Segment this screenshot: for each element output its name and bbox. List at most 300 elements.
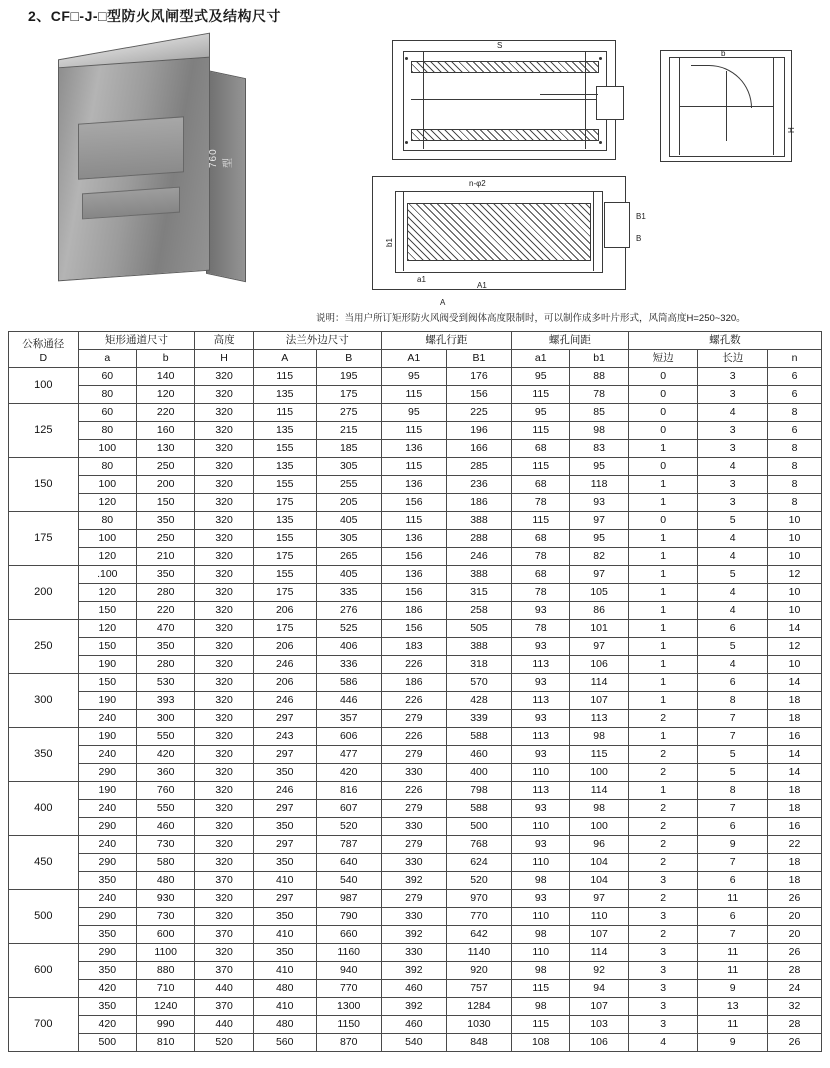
cell-a: 290 bbox=[78, 818, 136, 836]
cell-H: 320 bbox=[195, 764, 253, 782]
cell-B: 660 bbox=[316, 926, 381, 944]
cell-B: 940 bbox=[316, 962, 381, 980]
cell-long-side: 3 bbox=[698, 386, 768, 404]
cell-A1: 95 bbox=[381, 368, 446, 386]
cell-A1: 279 bbox=[381, 746, 446, 764]
cell-b1: 114 bbox=[570, 944, 628, 962]
cell-b1: 104 bbox=[570, 872, 628, 890]
cell-short-side: 1 bbox=[628, 494, 698, 512]
cell-short-side: 1 bbox=[628, 674, 698, 692]
cell-B: 606 bbox=[316, 728, 381, 746]
cell-A1: 115 bbox=[381, 458, 446, 476]
cell-b: 990 bbox=[137, 1016, 195, 1034]
cell-A: 410 bbox=[253, 998, 316, 1016]
cell-long-side: 5 bbox=[698, 566, 768, 584]
cell-nominal-diameter: 450 bbox=[9, 836, 79, 890]
cell-A1: 392 bbox=[381, 926, 446, 944]
cell-a: 420 bbox=[78, 980, 136, 998]
cell-H: 320 bbox=[195, 422, 253, 440]
cell-B: 816 bbox=[316, 782, 381, 800]
cell-a1: 68 bbox=[512, 530, 570, 548]
cell-b1: 86 bbox=[570, 602, 628, 620]
cell-a: 190 bbox=[78, 728, 136, 746]
cell-B: 420 bbox=[316, 764, 381, 782]
cell-A1: 279 bbox=[381, 836, 446, 854]
photo-label: 760型 bbox=[208, 148, 234, 168]
cell-a1: 110 bbox=[512, 944, 570, 962]
cell-b: 200 bbox=[137, 476, 195, 494]
cell-short-side: 1 bbox=[628, 638, 698, 656]
cell-A1: 136 bbox=[381, 566, 446, 584]
cell-n: 6 bbox=[768, 386, 822, 404]
cell-H: 320 bbox=[195, 674, 253, 692]
drawing-plan-flange-right bbox=[593, 191, 594, 271]
cell-A: 206 bbox=[253, 602, 316, 620]
cell-long-side: 4 bbox=[698, 602, 768, 620]
cell-b1: 107 bbox=[570, 926, 628, 944]
cell-H: 320 bbox=[195, 746, 253, 764]
cell-nominal-diameter: 700 bbox=[9, 998, 79, 1052]
cell-short-side: 0 bbox=[628, 512, 698, 530]
cell-short-side: 2 bbox=[628, 710, 698, 728]
cell-a1: 78 bbox=[512, 584, 570, 602]
cell-b1: 104 bbox=[570, 854, 628, 872]
cell-b: 1100 bbox=[137, 944, 195, 962]
cell-A1: 115 bbox=[381, 512, 446, 530]
cell-b1: 95 bbox=[570, 458, 628, 476]
cell-a1: 98 bbox=[512, 998, 570, 1016]
cell-short-side: 1 bbox=[628, 548, 698, 566]
cell-a: 120 bbox=[78, 620, 136, 638]
cell-short-side: 1 bbox=[628, 656, 698, 674]
cell-a: 80 bbox=[78, 458, 136, 476]
cell-b1: 107 bbox=[570, 998, 628, 1016]
cell-A: 246 bbox=[253, 656, 316, 674]
cell-b1: 96 bbox=[570, 836, 628, 854]
drawing-plan-flange-left bbox=[403, 191, 404, 271]
cell-B1: 315 bbox=[446, 584, 511, 602]
cell-A: 297 bbox=[253, 836, 316, 854]
table-row bbox=[9, 656, 822, 674]
cell-B: 770 bbox=[316, 980, 381, 998]
cell-H: 320 bbox=[195, 692, 253, 710]
cell-long-side: 6 bbox=[698, 818, 768, 836]
table-row bbox=[9, 620, 822, 638]
cell-H: 320 bbox=[195, 584, 253, 602]
drawing-plan-view bbox=[372, 176, 626, 290]
cell-a: 240 bbox=[78, 710, 136, 728]
cell-A1: 156 bbox=[381, 584, 446, 602]
cell-n: 12 bbox=[768, 566, 822, 584]
cell-H: 370 bbox=[195, 872, 253, 890]
cell-B: 405 bbox=[316, 512, 381, 530]
cell-H: 320 bbox=[195, 386, 253, 404]
cell-B1: 460 bbox=[446, 746, 511, 764]
cell-b: 460 bbox=[137, 818, 195, 836]
cell-n: 26 bbox=[768, 944, 822, 962]
cell-B: 205 bbox=[316, 494, 381, 512]
cell-B: 406 bbox=[316, 638, 381, 656]
cell-short-side: 0 bbox=[628, 386, 698, 404]
cell-A1: 136 bbox=[381, 530, 446, 548]
drawing-blade-top bbox=[411, 61, 599, 73]
cell-H: 320 bbox=[195, 404, 253, 422]
cell-nominal-diameter: 100 bbox=[9, 368, 79, 404]
table-row bbox=[9, 440, 822, 458]
cell-A1: 226 bbox=[381, 656, 446, 674]
header-rect-channel: 矩形通道尺寸 bbox=[78, 332, 195, 350]
cell-a: 190 bbox=[78, 692, 136, 710]
cell-H: 320 bbox=[195, 530, 253, 548]
cell-H: 320 bbox=[195, 944, 253, 962]
cell-a1: 113 bbox=[512, 782, 570, 800]
cell-B: 446 bbox=[316, 692, 381, 710]
subheader-b: b bbox=[137, 350, 195, 368]
cell-short-side: 1 bbox=[628, 566, 698, 584]
dim-label-nphi2: n-φ2 bbox=[469, 179, 486, 188]
cell-b: 393 bbox=[137, 692, 195, 710]
cell-B: 477 bbox=[316, 746, 381, 764]
cell-a: 120 bbox=[78, 584, 136, 602]
cell-b: 420 bbox=[137, 746, 195, 764]
cell-A1: 392 bbox=[381, 998, 446, 1016]
table-row bbox=[9, 386, 822, 404]
cell-a1: 110 bbox=[512, 908, 570, 926]
cell-H: 320 bbox=[195, 476, 253, 494]
drawing-plan-blade bbox=[407, 203, 591, 261]
cell-A: 206 bbox=[253, 638, 316, 656]
drawing-front-elevation bbox=[392, 40, 616, 160]
cell-H: 520 bbox=[195, 1034, 253, 1052]
cell-H: 320 bbox=[195, 890, 253, 908]
cell-b1: 93 bbox=[570, 494, 628, 512]
cell-long-side: 7 bbox=[698, 800, 768, 818]
cell-a: 100 bbox=[78, 530, 136, 548]
table-row bbox=[9, 674, 822, 692]
cell-b1: 113 bbox=[570, 710, 628, 728]
dim-label-A1: A1 bbox=[477, 281, 487, 290]
table-sub-header-row bbox=[9, 350, 822, 368]
cell-A1: 392 bbox=[381, 962, 446, 980]
cell-a: .100 bbox=[78, 566, 136, 584]
cell-long-side: 6 bbox=[698, 908, 768, 926]
cell-b1: 98 bbox=[570, 728, 628, 746]
cell-a1: 78 bbox=[512, 620, 570, 638]
cell-a1: 93 bbox=[512, 746, 570, 764]
cell-H: 320 bbox=[195, 512, 253, 530]
cell-a1: 95 bbox=[512, 404, 570, 422]
cell-B1: 339 bbox=[446, 710, 511, 728]
cell-a1: 68 bbox=[512, 566, 570, 584]
cell-short-side: 2 bbox=[628, 890, 698, 908]
cell-n: 8 bbox=[768, 440, 822, 458]
cell-A1: 330 bbox=[381, 908, 446, 926]
cell-a1: 98 bbox=[512, 926, 570, 944]
cell-short-side: 0 bbox=[628, 404, 698, 422]
cell-short-side: 2 bbox=[628, 800, 698, 818]
cell-B1: 757 bbox=[446, 980, 511, 998]
cell-b1: 106 bbox=[570, 1034, 628, 1052]
cell-long-side: 3 bbox=[698, 422, 768, 440]
cell-short-side: 2 bbox=[628, 818, 698, 836]
cell-n: 22 bbox=[768, 836, 822, 854]
cell-short-side: 0 bbox=[628, 422, 698, 440]
cell-a1: 113 bbox=[512, 728, 570, 746]
cell-n: 14 bbox=[768, 746, 822, 764]
header-height: 高度 bbox=[195, 332, 253, 350]
cell-n: 20 bbox=[768, 908, 822, 926]
cell-B1: 388 bbox=[446, 512, 511, 530]
table-body bbox=[9, 368, 822, 1052]
cell-a: 120 bbox=[78, 494, 136, 512]
cell-short-side: 4 bbox=[628, 1034, 698, 1052]
cell-b1: 95 bbox=[570, 530, 628, 548]
cell-b: 710 bbox=[137, 980, 195, 998]
cell-long-side: 7 bbox=[698, 926, 768, 944]
table-row bbox=[9, 854, 822, 872]
cell-b: 730 bbox=[137, 908, 195, 926]
cell-B1: 920 bbox=[446, 962, 511, 980]
table-row bbox=[9, 728, 822, 746]
cell-b1: 101 bbox=[570, 620, 628, 638]
cell-B: 276 bbox=[316, 602, 381, 620]
cell-b: 250 bbox=[137, 530, 195, 548]
table-row bbox=[9, 458, 822, 476]
drawing-bolt-dot bbox=[405, 57, 408, 60]
cell-a1: 93 bbox=[512, 710, 570, 728]
cell-b: 130 bbox=[137, 440, 195, 458]
table-row bbox=[9, 746, 822, 764]
cell-n: 6 bbox=[768, 422, 822, 440]
cell-long-side: 6 bbox=[698, 872, 768, 890]
table-row bbox=[9, 638, 822, 656]
table-row bbox=[9, 944, 822, 962]
cell-n: 12 bbox=[768, 638, 822, 656]
subheader-b1: b1 bbox=[570, 350, 628, 368]
cell-A1: 226 bbox=[381, 782, 446, 800]
dim-label-b1: b1 bbox=[385, 238, 394, 247]
cell-a1: 115 bbox=[512, 980, 570, 998]
drawing-actuator bbox=[596, 86, 624, 120]
cell-B: 607 bbox=[316, 800, 381, 818]
cell-long-side: 3 bbox=[698, 440, 768, 458]
cell-B: 305 bbox=[316, 530, 381, 548]
table-row bbox=[9, 980, 822, 998]
cell-a: 420 bbox=[78, 1016, 136, 1034]
cell-long-side: 11 bbox=[698, 944, 768, 962]
cell-long-side: 5 bbox=[698, 746, 768, 764]
cell-H: 320 bbox=[195, 566, 253, 584]
dim-label-s: S bbox=[497, 41, 503, 50]
cell-A: 155 bbox=[253, 530, 316, 548]
cell-A: 246 bbox=[253, 782, 316, 800]
cell-a1: 68 bbox=[512, 476, 570, 494]
cell-b1: 97 bbox=[570, 890, 628, 908]
cell-a: 80 bbox=[78, 512, 136, 530]
cell-n: 10 bbox=[768, 530, 822, 548]
cell-b: 150 bbox=[137, 494, 195, 512]
table-row bbox=[9, 836, 822, 854]
drawing-shaft bbox=[540, 94, 598, 95]
cell-B1: 258 bbox=[446, 602, 511, 620]
cell-b: 930 bbox=[137, 890, 195, 908]
cell-short-side: 1 bbox=[628, 692, 698, 710]
cell-b1: 98 bbox=[570, 800, 628, 818]
cell-b1: 115 bbox=[570, 746, 628, 764]
cell-H: 320 bbox=[195, 728, 253, 746]
cell-a1: 115 bbox=[512, 386, 570, 404]
note-text: 说明：当用户所订矩形防火风阀受到阀体高度限制时，可以制作成多叶片形式，风筒高度H=250~320。 bbox=[316, 313, 746, 324]
cell-n: 14 bbox=[768, 674, 822, 692]
cell-B1: 156 bbox=[446, 386, 511, 404]
subheader-long-side: 长边 bbox=[698, 350, 768, 368]
cell-A: 560 bbox=[253, 1034, 316, 1052]
subheader-H: H bbox=[195, 350, 253, 368]
cell-B: 1150 bbox=[316, 1016, 381, 1034]
cell-short-side: 1 bbox=[628, 440, 698, 458]
cell-long-side: 4 bbox=[698, 530, 768, 548]
cell-n: 18 bbox=[768, 872, 822, 890]
cell-a: 500 bbox=[78, 1034, 136, 1052]
table-row bbox=[9, 890, 822, 908]
header-bolt-spacing: 螺孔间距 bbox=[512, 332, 629, 350]
cell-A: 175 bbox=[253, 620, 316, 638]
cell-nominal-diameter: 600 bbox=[9, 944, 79, 998]
cell-n: 16 bbox=[768, 818, 822, 836]
cell-short-side: 2 bbox=[628, 854, 698, 872]
cell-b: 250 bbox=[137, 458, 195, 476]
cell-A: 350 bbox=[253, 944, 316, 962]
cell-A1: 183 bbox=[381, 638, 446, 656]
cell-B1: 176 bbox=[446, 368, 511, 386]
cell-B: 525 bbox=[316, 620, 381, 638]
cell-long-side: 4 bbox=[698, 656, 768, 674]
cell-A: 410 bbox=[253, 926, 316, 944]
cell-A: 246 bbox=[253, 692, 316, 710]
product-photo bbox=[58, 40, 238, 290]
cell-long-side: 8 bbox=[698, 782, 768, 800]
cell-a: 100 bbox=[78, 440, 136, 458]
cell-b1: 97 bbox=[570, 566, 628, 584]
cell-b: 160 bbox=[137, 422, 195, 440]
cell-A: 297 bbox=[253, 890, 316, 908]
table-row bbox=[9, 800, 822, 818]
cell-A: 297 bbox=[253, 710, 316, 728]
cell-B: 265 bbox=[316, 548, 381, 566]
cell-b: 360 bbox=[137, 764, 195, 782]
cell-n: 10 bbox=[768, 656, 822, 674]
cell-nominal-diameter: 250 bbox=[9, 620, 79, 674]
cell-B: 1160 bbox=[316, 944, 381, 962]
header-nominal-diameter-cn: 公称通径 bbox=[22, 337, 65, 350]
cell-H: 370 bbox=[195, 998, 253, 1016]
cell-long-side: 8 bbox=[698, 692, 768, 710]
subheader-short-side: 短边 bbox=[628, 350, 698, 368]
drawing-blade-bottom bbox=[411, 129, 599, 141]
cell-H: 320 bbox=[195, 620, 253, 638]
table-row bbox=[9, 476, 822, 494]
cell-A: 350 bbox=[253, 908, 316, 926]
drawing-bolt-dot bbox=[599, 57, 602, 60]
cell-b: 530 bbox=[137, 674, 195, 692]
table-row bbox=[9, 584, 822, 602]
table-row bbox=[9, 872, 822, 890]
cell-b1: 78 bbox=[570, 386, 628, 404]
header-nominal-diameter bbox=[9, 332, 79, 368]
cell-H: 320 bbox=[195, 710, 253, 728]
cell-B1: 970 bbox=[446, 890, 511, 908]
cell-a1: 115 bbox=[512, 422, 570, 440]
cell-A1: 156 bbox=[381, 620, 446, 638]
cell-B1: 642 bbox=[446, 926, 511, 944]
cell-a1: 113 bbox=[512, 656, 570, 674]
cell-long-side: 5 bbox=[698, 638, 768, 656]
cell-a1: 78 bbox=[512, 494, 570, 512]
cell-short-side: 3 bbox=[628, 1016, 698, 1034]
cell-a: 150 bbox=[78, 674, 136, 692]
cell-a1: 68 bbox=[512, 440, 570, 458]
cell-a: 240 bbox=[78, 800, 136, 818]
cell-B1: 428 bbox=[446, 692, 511, 710]
cell-a: 150 bbox=[78, 602, 136, 620]
cell-a: 150 bbox=[78, 638, 136, 656]
cell-B1: 186 bbox=[446, 494, 511, 512]
drawing-flange-right bbox=[585, 51, 586, 149]
cell-H: 320 bbox=[195, 440, 253, 458]
drawing-center-line bbox=[411, 99, 597, 100]
cell-B: 275 bbox=[316, 404, 381, 422]
drawing-side-flange-right bbox=[773, 57, 774, 155]
cell-b: 350 bbox=[137, 638, 195, 656]
cell-short-side: 0 bbox=[628, 458, 698, 476]
cell-A1: 95 bbox=[381, 404, 446, 422]
cell-a: 60 bbox=[78, 404, 136, 422]
cell-b: 550 bbox=[137, 800, 195, 818]
cell-long-side: 7 bbox=[698, 854, 768, 872]
cell-a1: 93 bbox=[512, 638, 570, 656]
cell-B: 305 bbox=[316, 458, 381, 476]
cell-B: 1300 bbox=[316, 998, 381, 1016]
cell-B: 640 bbox=[316, 854, 381, 872]
cell-short-side: 3 bbox=[628, 980, 698, 998]
cell-A: 155 bbox=[253, 566, 316, 584]
cell-B: 335 bbox=[316, 584, 381, 602]
cell-B1: 166 bbox=[446, 440, 511, 458]
table-row bbox=[9, 692, 822, 710]
cell-n: 8 bbox=[768, 476, 822, 494]
cell-b: 280 bbox=[137, 584, 195, 602]
subheader-a1: a1 bbox=[512, 350, 570, 368]
cell-A1: 330 bbox=[381, 818, 446, 836]
cell-a1: 98 bbox=[512, 962, 570, 980]
cell-A1: 392 bbox=[381, 872, 446, 890]
header-bolt-count: 螺孔数 bbox=[628, 332, 821, 350]
cell-b: 550 bbox=[137, 728, 195, 746]
cell-A1: 226 bbox=[381, 728, 446, 746]
table-row bbox=[9, 998, 822, 1016]
cell-a: 350 bbox=[78, 998, 136, 1016]
cell-short-side: 1 bbox=[628, 530, 698, 548]
cell-A: 175 bbox=[253, 494, 316, 512]
cell-a1: 113 bbox=[512, 692, 570, 710]
cell-A: 243 bbox=[253, 728, 316, 746]
cell-B: 540 bbox=[316, 872, 381, 890]
cell-b1: 105 bbox=[570, 584, 628, 602]
table-row bbox=[9, 512, 822, 530]
cell-b1: 83 bbox=[570, 440, 628, 458]
table-row bbox=[9, 566, 822, 584]
cell-n: 10 bbox=[768, 548, 822, 566]
